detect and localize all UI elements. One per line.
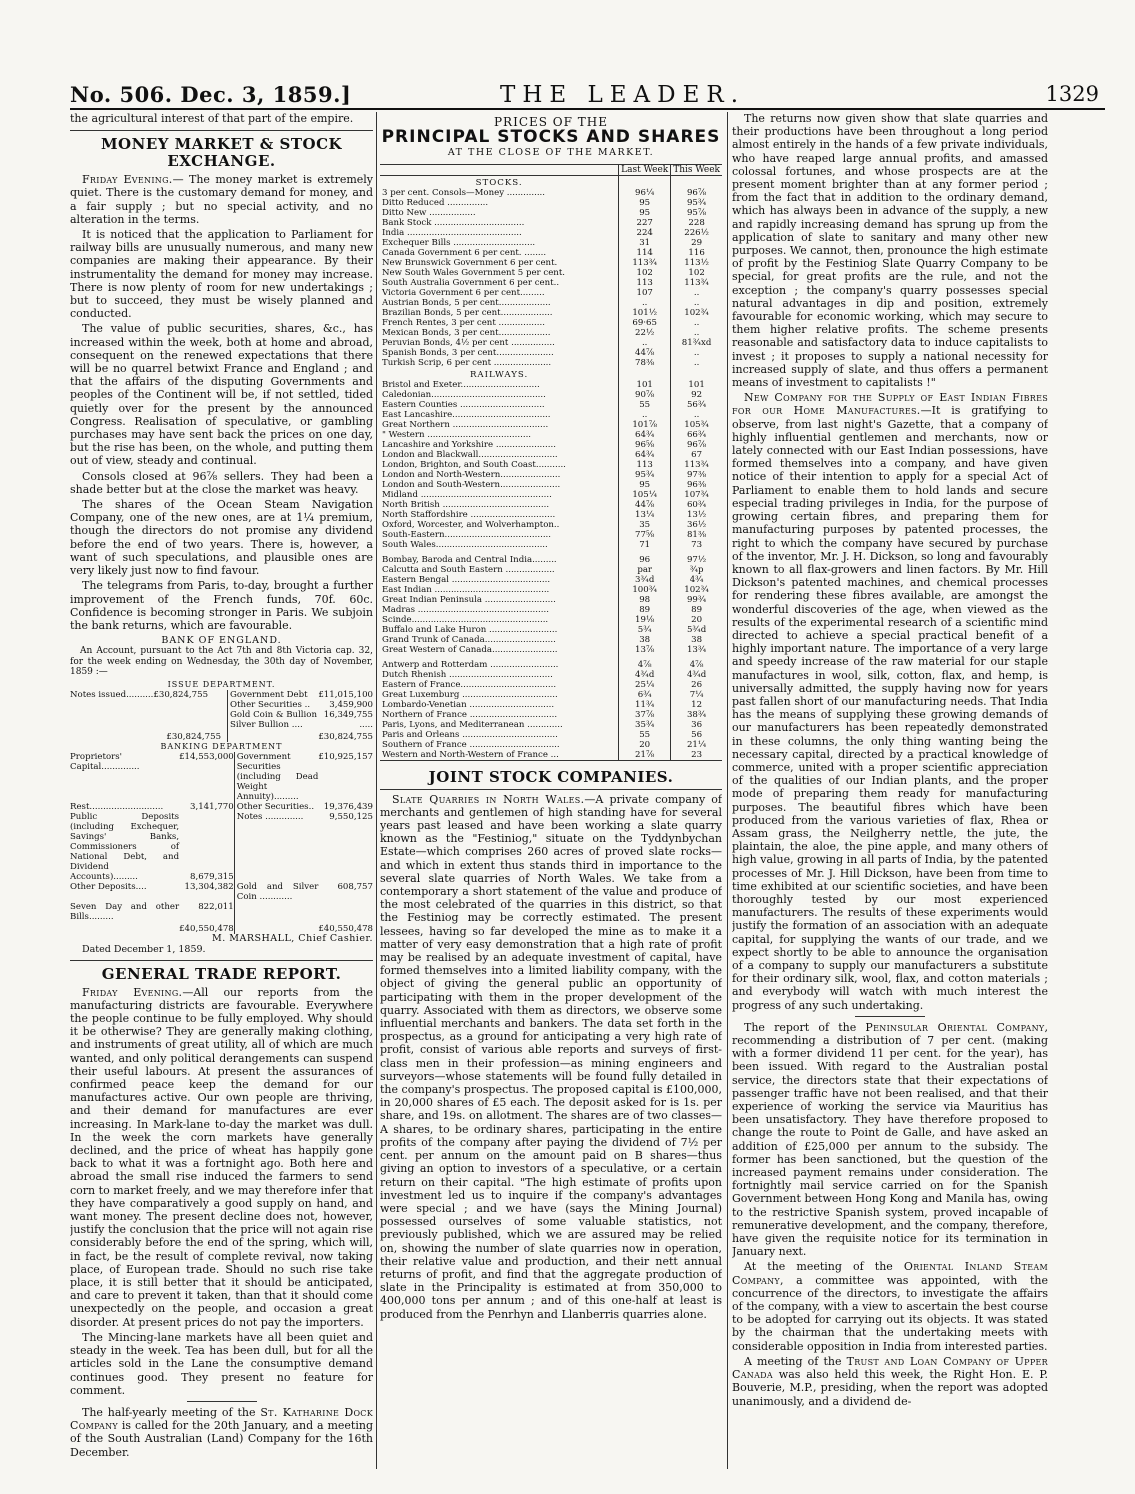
this-week-price: 116 bbox=[671, 248, 722, 258]
stock-name: Brazilian Bonds, 5 per cent................... bbox=[382, 307, 553, 318]
stock-row bbox=[380, 690, 722, 700]
this-week-price: 96⅞ bbox=[671, 440, 722, 450]
stock-name: Exchequer Bills .............................. bbox=[382, 237, 536, 248]
last-week-price: 101 bbox=[619, 380, 671, 390]
stock-row bbox=[380, 645, 722, 655]
stock-row bbox=[380, 410, 722, 420]
stock-name: India .......................................... bbox=[382, 227, 522, 238]
last-week-price: 101½ bbox=[619, 308, 671, 318]
this-week-price: 102¾ bbox=[671, 308, 722, 318]
column-1 bbox=[70, 112, 373, 1494]
this-week-price: 97⅜ bbox=[671, 470, 722, 480]
column-rule bbox=[727, 112, 728, 1469]
stock-name: South Australia Government 6 per cent.. bbox=[382, 277, 560, 288]
banking-total-left: £40,550,478 bbox=[179, 923, 234, 934]
last-week-price: 22½ bbox=[619, 328, 671, 338]
stock-name: Paris, Lyons, and Mediterranean ............. bbox=[382, 719, 563, 730]
last-week-price: 71 bbox=[619, 540, 671, 550]
stock-name: South-Eastern....................................... bbox=[382, 529, 552, 540]
issue-department-title: ISSUE DEPARTMENT. bbox=[167, 679, 276, 689]
this-week-price: 36½ bbox=[671, 520, 722, 530]
this-week-price: 26 bbox=[671, 680, 722, 690]
this-week-price: 95⅞ bbox=[671, 208, 722, 218]
this-week-price: 81¾xd bbox=[671, 338, 722, 348]
this-week-price: .. bbox=[671, 318, 722, 328]
stock-row bbox=[380, 248, 722, 258]
money-paragraph: The shares of the Ocean Steam Navigation Company, one of the new ones, are at 1¼ premium, though the directors do not promise any dividend before the end of two years. There is, however, a want of such speculations, and plausible ones are very likely just now to find favour. bbox=[70, 498, 373, 578]
this-week-price: 113¾ bbox=[671, 278, 722, 288]
last-week-price: 98 bbox=[619, 595, 671, 605]
this-week-price: 5¾d bbox=[671, 625, 722, 635]
stock-row bbox=[380, 540, 722, 550]
money-paragraph: It is noticed that the application to Parliament for railway bills are unusually numerous, and many new companies are making their appearance. By their instrumentality the demand for money may increase. There is now plenty of room for new undertakings ; but to succeed, they must be wisely planned and conducted. bbox=[70, 228, 373, 321]
stock-row bbox=[380, 298, 722, 308]
stock-name: Austrian Bonds, 5 per cent................... bbox=[382, 297, 551, 308]
stock-name: Ditto New ................. bbox=[382, 207, 476, 218]
stock-name: Northern of France ................................ bbox=[382, 709, 558, 720]
stock-row bbox=[380, 470, 722, 480]
stock-row bbox=[380, 278, 722, 288]
joint-stock-heading: JOINT STOCK COMPANIES. bbox=[428, 767, 674, 786]
issue-department-table: Notes issued..........£30,824,755 Government Debt £11,015,100 Other Securities .. 3,459,900 Gold Coin & Bullion 16,349,755 Silver Bullion .... ..... £30,824,755 £30,824,755 bbox=[70, 689, 373, 742]
stock-row bbox=[380, 670, 722, 680]
oriental-inland-paragraph: At the meeting of the Oriental Inland Steam Company, a committee was appointed, with the concurrence of the directors, to investigate the affairs of the company, with a view to ascertain the best course to be adopted for carrying out its objects. It was stated by the chairman that the undertaking meets with considerable opposition in India from interested parties. bbox=[732, 1260, 1048, 1353]
stock-name: Buffalo and Lake Huron ......................... bbox=[382, 624, 558, 635]
stock-row bbox=[380, 430, 722, 440]
stock-row bbox=[380, 348, 722, 358]
stocks-table bbox=[380, 164, 722, 761]
stock-name: Ditto Reduced ............... bbox=[382, 197, 489, 208]
fibres-paragraph: New Company for the Supply of East Indian Fibres for our Home Manufactures.—It is gratifying to observe, from last night's Gazette, that a company of highly influential gentlemen and merchants, now or lately connected with our East Indian possessions, have formed themselves into a company, and have given notice of their intention to apply for a special Act of Parliament to enable them to hold lands and secure especial trading privileges in India, for the purpose of growing certain fibres, and preparing them for manufacturing purposes by patented processes, the right to which the company have secured by purchase of the inventor, Mr. J. H. Dickson, so long and favourably known to all flax-growers and linen factors. By Mr. Hill Dickson's patented machines, and chemical processes for rendering these fibres available, are amongst the wonderful discoveries of the age, when viewed as the results of the experimental research of a scientific mind directed to achieve a special practical benefit of a highly important nature. The importance of a very large and speedy increase of the raw material for our staple manufactures in wool, silk, cotton, flax, and hemp, is universally admitted, the supply having now for years past fallen short of our manufacturing needs. That India has the means of supplying these growing demands of our manufacturers has been repeatedly demonstrated in these columns, the only thing wanting being the necessary capital, directed by a practical knowledge of commerce, united with a proper scientific appreciation of the qualities of our Indian plants, and the proper mode of preparing them ready for manufacturing purposes. The beautiful fibres which have been produced from the various varieties of flax, Rhea or Assam grass, the Neilgherry nettle, the jute, the plaintain, the aloe, the pine apple, and many others of high value, growing in all parts of India, by the patented processes of Mr. J. Hill Dickson, have been from time to time exhibited at our scientific societies, and have been thoroughly tested by our most experienced manufacturers. The results of these experiments would justify the formation of an association with an adequate capital, for supplying the wants of our trade, and we expect shortly to be able to announce the organisation of a company to supply our manufacturers a substitute for their ordinary silk, wool, flax, and cotton materials ; and everybody will watch with much interest the progress of any such undertaking. bbox=[732, 391, 1048, 1012]
stock-name: London, Brighton, and South Coast........... bbox=[382, 459, 566, 470]
last-week-price: 95¾ bbox=[619, 470, 671, 480]
stock-row bbox=[380, 308, 722, 318]
last-week-price: 25¼ bbox=[619, 680, 671, 690]
this-week-price: ¾p bbox=[671, 565, 722, 575]
issue-total-left: £30,824,755 bbox=[166, 731, 222, 742]
column-3 bbox=[732, 112, 1048, 1494]
masthead-rule bbox=[70, 108, 1105, 110]
last-week-price: 21⅞ bbox=[619, 750, 671, 761]
notes-issued: Notes issued..........£30,824,755 bbox=[70, 689, 209, 700]
last-week-price: .. bbox=[619, 410, 671, 420]
issue-date-text: Dec. 3, 1859.] bbox=[180, 82, 352, 107]
this-week-price: 4⅞ bbox=[671, 660, 722, 670]
this-week-price: 113½ bbox=[671, 258, 722, 268]
last-week-price: 105¼ bbox=[619, 490, 671, 500]
stock-name: Lombardo-Venetian ............................... bbox=[382, 699, 555, 710]
this-week-price: .. bbox=[671, 348, 722, 358]
stock-name: Great Luxemburg ................................... bbox=[382, 689, 558, 700]
this-week-price: 73 bbox=[671, 540, 722, 550]
bank-title: BANK OF ENGLAND. bbox=[161, 635, 282, 647]
this-week-price: 95¾ bbox=[671, 198, 722, 208]
last-week-price: 64¾ bbox=[619, 450, 671, 460]
paragraph-lead: Friday Evening. bbox=[82, 985, 183, 999]
stock-name: Paris and Orleans ................................... bbox=[382, 729, 558, 740]
this-week-price: 228 bbox=[671, 218, 722, 228]
this-week-price: 97½ bbox=[671, 555, 722, 565]
stock-row bbox=[380, 218, 722, 228]
peninsular-paragraph: The report of the Peninsular Oriental Company, recommending a distribution of 7 per cent. (making with a former dividend 11 per cent. for the year), has been issued. With regard to the Australian postal service, the directors state that their expectations of passenger traffic have not been realised, and that their experience of working the service via Mauritius has been unsatisfactory. They have therefore proposed to change the route to Point de Galle, and have asked an addition of £25,000 per annum to the subsidy. The former has been sanctioned, but the question of the increased payment remains under consideration. The fortnightly mail service carried on for the Spanish Government between Hong Kong and Manila has, owing to the restrictive Spanish system, proved incapable of remunerative development, and the company, therefore, have given the requisite notice for its termination in January next. bbox=[732, 1020, 1048, 1259]
issue-date bbox=[70, 82, 351, 107]
section-rule bbox=[187, 1401, 257, 1402]
stock-row bbox=[380, 400, 722, 410]
stock-name: Antwerp and Rotterdam ......................... bbox=[382, 659, 559, 670]
issue-total-right: £30,824,755 bbox=[318, 731, 373, 742]
last-week-price: 19⅛ bbox=[619, 615, 671, 625]
this-week-price: 92 bbox=[671, 390, 722, 400]
stock-row bbox=[380, 615, 722, 625]
last-week-price: 55 bbox=[619, 400, 671, 410]
stocks-section-row bbox=[380, 175, 722, 188]
last-week-price: 35 bbox=[619, 520, 671, 530]
page-number: 1329 bbox=[1045, 82, 1099, 106]
this-week-price: 56 bbox=[671, 730, 722, 740]
this-week-price: .. bbox=[671, 298, 722, 308]
this-week-price: 81⅜ bbox=[671, 530, 722, 540]
heading-rule bbox=[380, 789, 722, 790]
stock-name: Lancashire and Yorkshire ...................... bbox=[382, 439, 556, 450]
last-week-price: 100¾ bbox=[619, 585, 671, 595]
last-week-price: 113¾ bbox=[619, 258, 671, 268]
last-week-price: 96⅝ bbox=[619, 440, 671, 450]
stock-name: Great Indian Peninsula .......................... bbox=[382, 594, 556, 605]
joint-stock-paragraph: Slate Quarries in North Wales.—A private company of merchants and gentlemen of high standing have for several years past leased and have been working a slate quarry known as the "Festiniog," situate on the Tyddynbychan Estate—which comprises 260 acres of proved slate rocks—and which in extent thus stands third in importance to the several slate quarries of North Wales. We take from a contemporary a short statement of the value and produce of the most celebrated of the quarries in this district, so that the Festiniog may be correctly estimated. The present lessees, having so far developed the mine as to make it a matter of very easy demonstration that a high rate of profit may be realised by an adequate investment of capital, have formed themselves into a limited liability company, with the object of giving the general public an opportunity of participating with them in the proper development of the quarry. Associated with them as directors, we observe some influential merchants and bankers. The data set forth in the prospectus, as a ground for anticipating a very high rate of profit, consist of various able reports and surveys of first-class men in their profession—as mining engineers and surveyors—whose statements will be found fully detailed in the company's prospectus. The proposed capital is £100,000, in 20,000 shares of £5 each. The deposit asked for is 1s. per share, and 19s. on allotment. The shares are of two classes—A shares, to be ordinary shares, participating in the entire profits of the company after paying the dividend of 7½ per cent. per annum on the amount paid on B shares—thus giving an option to investors of a speculative, or a certain return on their capital. "The high estimate of profits upon investment led us to inquire if the company's advantages were special ; and we have (says the Mining Journal) possessed ourselves of some valuable statistics, not previously published, which we are assured may be relied on, showing the number of slate quarries now in operation, their relative value and production, and their nett annual returns of profit, and find that the aggregate production of slate in the Principality is estimated at from 350,000 to 400,000 tons per annum ; and of this one-half at least is produced from the Penrhyn and Llanberris quarries alone. bbox=[380, 792, 722, 1321]
last-week-price: 6¾ bbox=[619, 690, 671, 700]
this-week-price: 66¾ bbox=[671, 430, 722, 440]
stock-row bbox=[380, 188, 722, 198]
last-week-price: 37⅞ bbox=[619, 710, 671, 720]
stock-row bbox=[380, 660, 722, 670]
stock-row bbox=[380, 338, 722, 348]
stock-row bbox=[380, 750, 722, 761]
stock-row bbox=[380, 530, 722, 540]
column-rule bbox=[376, 112, 377, 1469]
last-week-price: 13⅞ bbox=[619, 645, 671, 655]
stock-name: Calcutta and South Eastern .................. bbox=[382, 564, 555, 575]
stock-row bbox=[380, 720, 722, 730]
stock-name: East Indian .......................................... bbox=[382, 584, 550, 595]
last-week-price: 95 bbox=[619, 198, 671, 208]
stock-row bbox=[380, 625, 722, 635]
stocks-header-row bbox=[380, 164, 722, 175]
banking-department-title: BANKING DEPARTMENT bbox=[160, 741, 283, 751]
stock-row bbox=[380, 390, 722, 400]
stock-name: 3 per cent. Consols—Money .............. bbox=[382, 187, 546, 198]
stock-row bbox=[380, 450, 722, 460]
last-week-price: 4¾d bbox=[619, 670, 671, 680]
this-week-price: 102¾ bbox=[671, 585, 722, 595]
this-week-price: 12 bbox=[671, 700, 722, 710]
stock-row bbox=[380, 575, 722, 585]
last-week-price: 101⅞ bbox=[619, 420, 671, 430]
this-week-price: 4¾d bbox=[671, 670, 722, 680]
stocks-section-row bbox=[380, 368, 722, 380]
stock-name: Mexican Bonds, 3 per cent................... bbox=[382, 327, 551, 338]
last-week-price: 3¾d bbox=[619, 575, 671, 585]
trade-paragraph: The half-yearly meeting of the St. Katharine Dock Company is called for the 20th January, and a meeting of the South Australian (Land) Company for the 16th December. bbox=[70, 1405, 373, 1459]
last-week-price: 44⅞ bbox=[619, 500, 671, 510]
last-week-price: 102 bbox=[619, 268, 671, 278]
last-week-price: 78⅜ bbox=[619, 358, 671, 368]
this-week-price: 21¼ bbox=[671, 740, 722, 750]
last-week-price: 35¾ bbox=[619, 720, 671, 730]
prices-heading bbox=[380, 116, 722, 160]
stock-row bbox=[380, 460, 722, 470]
last-week-price: 90⅞ bbox=[619, 390, 671, 400]
stock-name: Spanish Bonds, 3 per cent..................... bbox=[382, 347, 554, 358]
stock-name: London and South-Western...................... bbox=[382, 479, 561, 490]
trade-paragraph: Friday Evening.—All our reports from the manufacturing districts are favourable. Everywhere the people continue to be fully employed. Why should it be otherwise? They are generally making clothing, and instruments of great utility, all of which are much wanted, and only political derangements can suspend their useful labours. At present the assurances of confirmed peace keep the demand for our manufactures active. Our own people are thriving, and their demand for manufactures are ever increasing. In Mark-lane to-day the market was dull. In the week the corn markets have generally declined, and the price of wheat has happily gone back to what it was a fortnight ago. Both here and abroad the small rise induced the farmers to send corn to market freely, and we may therefore infer that they have comparatively a good supply on hand, and want money. The present decline does not, however, justify the conclusion that the price will not again rise considerably before the end of the spring, which will, in fact, be the result of complete revival, now taking place, of European trade. Should no such rise take place, it is still better that it should be anticipated, and care to prevent it taken, than that it should come unexpectedly on the people, and occasion a great disorder. At present prices do not pay the importers. bbox=[70, 985, 373, 1329]
this-week-price: 96⅜ bbox=[671, 480, 722, 490]
stock-name: Turkish Scrip, 6 per cent ..................... bbox=[382, 357, 552, 368]
stock-row bbox=[380, 380, 722, 390]
this-week-price: 89 bbox=[671, 605, 722, 615]
prices-heading-line1: PRICES OF THE bbox=[493, 115, 609, 129]
this-week-price: 96⅞ bbox=[671, 188, 722, 198]
cashier-signature: M. MARSHALL, Chief Cashier. bbox=[211, 932, 373, 944]
paragraph-lead: New Company for the Supply of East Indian Fibres for our Home Manufactures. bbox=[732, 391, 1048, 418]
last-week-price: 96 bbox=[619, 555, 671, 565]
trade-paragraph: The Mincing-lane markets have all been quiet and steady in the week. Tea has been dull, but for all the articles sold in the Lane the consumptive demand continues good. They present no feature for comment. bbox=[70, 1330, 373, 1397]
stock-name: Eastern Counties ............................... bbox=[382, 399, 545, 410]
stock-name: Bank Stock ................................. bbox=[382, 217, 525, 228]
stock-name: Bristol and Exeter............................. bbox=[382, 379, 540, 390]
last-week-price: 224 bbox=[619, 228, 671, 238]
last-week-price: 114 bbox=[619, 248, 671, 258]
this-week-price: 36 bbox=[671, 720, 722, 730]
stock-name: North British ....................................... bbox=[382, 499, 550, 510]
last-week-price: 38 bbox=[619, 635, 671, 645]
this-week-price: 13¾ bbox=[671, 645, 722, 655]
slate-paragraph: The returns now given show that slate quarries and their productions have been throughout a long period almost entirely in the hands of a few private individuals, who have reaped large annual profits, and amassed colossal fortunes, and whose prospects are at the present moment brighter than at any former period ; from the fact that in addition to the ordinary demand, which has always been in advance of the supply, a new and rapidly increasing demand has sprung up from the application of slate to sanitary and many other new purposes. We cannot, then, pronounce the high estimate of profit by the Festiniog Slate Quarry Company to be special, for great profits are the rule, and not the exception ; the company's quarry possesses special natural advantages in dip and position, extremely favourable for economic working, which may secure to them higher relative profits. The scheme presents reasonable and satisfactory data to induce capitalists to invest ; it proposes to supply a national necessity for increased supply of slate, and thus offers a permanent means of investment to capitalists !" bbox=[732, 112, 1048, 390]
banking-department-table: Proprietors' Capital.............. £14,553,000 Government Securities (including Dead Weight Annuity)......... £10,925,157 Rest........................... 3,141,770 Other Securities.. 19,376,439 Public Deposits (including Exchequer, Savings' Banks, Commissioners of National Debt, and Dividend Accounts)......... 8,679,315 Notes .............. 9,550,125 Other Deposits.... 13,304,382 Gold and Silver Coin ............ 608,757 Seven Day and other Bills......... 822,011 £40,550,478 £40,550,478 bbox=[70, 751, 373, 934]
stock-row bbox=[380, 198, 722, 208]
stock-row bbox=[380, 500, 722, 510]
section-title: RAILWAYS. bbox=[469, 369, 529, 380]
this-week-price: 60¾ bbox=[671, 500, 722, 510]
last-week-price: 55 bbox=[619, 730, 671, 740]
stock-name: Caledonian.......................................... bbox=[382, 389, 546, 400]
this-week-header: This Week bbox=[671, 164, 722, 175]
last-week-price: 31 bbox=[619, 238, 671, 248]
stock-name: Southern of France ................................. bbox=[382, 739, 560, 750]
this-week-price: .. bbox=[671, 288, 722, 298]
stock-name: Dutch Rhenish ...................................... bbox=[382, 669, 553, 680]
stock-name: Oxford, Worcester, and Wolverhampton.. bbox=[382, 519, 560, 530]
this-week-price: 101 bbox=[671, 380, 722, 390]
this-week-price: 107¾ bbox=[671, 490, 722, 500]
last-week-price: 64¾ bbox=[619, 430, 671, 440]
stock-name: Western and North-Western of France ... bbox=[382, 749, 559, 760]
stock-row bbox=[380, 710, 722, 720]
stock-row bbox=[380, 480, 722, 490]
paragraph-lead: Friday Evening. bbox=[82, 173, 173, 187]
stock-name: New South Wales Government 5 per cent. bbox=[382, 267, 566, 278]
stock-name: French Rentes, 3 per cent ................. bbox=[382, 317, 545, 328]
this-week-price: 56¾ bbox=[671, 400, 722, 410]
stock-row bbox=[380, 595, 722, 605]
last-week-price: 113 bbox=[619, 278, 671, 288]
stock-name: Great Western of Canada........................ bbox=[382, 644, 558, 655]
bank-note: An Account, pursuant to the Act 7th and 8th Victoria cap. 32, for the week ending on Wednesday, the 30th day of November, 1859 :— bbox=[70, 646, 373, 678]
stock-row bbox=[380, 268, 722, 278]
last-week-price: par bbox=[619, 565, 671, 575]
last-week-price: 5¾ bbox=[619, 625, 671, 635]
stock-row bbox=[380, 510, 722, 520]
last-week-price: .. bbox=[619, 298, 671, 308]
stock-name: Victoria Government 6 per cent......... bbox=[382, 287, 545, 298]
this-week-price: 105¾ bbox=[671, 420, 722, 430]
stock-name: Bombay, Baroda and Central India......... bbox=[382, 554, 557, 565]
last-week-price: 227 bbox=[619, 218, 671, 228]
money-paragraph: Friday Evening.— The money market is extremely quiet. There is the customary demand for money, and a fair supply ; but no special activity, and no alteration in the terms. bbox=[70, 173, 373, 226]
stock-name: South Wales......................................... bbox=[382, 539, 548, 550]
last-week-price: 11¾ bbox=[619, 700, 671, 710]
last-week-price: 77⅝ bbox=[619, 530, 671, 540]
stock-row bbox=[380, 288, 722, 298]
stock-row bbox=[380, 740, 722, 750]
last-week-price: 107 bbox=[619, 288, 671, 298]
stock-name: London and Blackwall............................. bbox=[382, 449, 558, 460]
this-week-price: 67 bbox=[671, 450, 722, 460]
this-week-price: .. bbox=[671, 328, 722, 338]
this-week-price: 20 bbox=[671, 615, 722, 625]
stock-name: Eastern Bengal .................................... bbox=[382, 574, 551, 585]
stock-name: Canada Government 6 per cent. ........ bbox=[382, 247, 547, 258]
last-week-price: 95 bbox=[619, 480, 671, 490]
stock-row bbox=[380, 420, 722, 430]
bank-return bbox=[70, 636, 373, 955]
last-week-price: 95 bbox=[619, 208, 671, 218]
stock-row bbox=[380, 490, 722, 500]
this-week-price: 99¾ bbox=[671, 595, 722, 605]
this-week-price: .. bbox=[671, 358, 722, 368]
last-week-price: .. bbox=[619, 338, 671, 348]
last-week-price: 44⅞ bbox=[619, 348, 671, 358]
stock-row bbox=[380, 208, 722, 218]
stock-name: " Western ...................................... bbox=[382, 429, 532, 440]
section-title: STOCKS. bbox=[475, 177, 523, 188]
stock-row bbox=[380, 680, 722, 690]
stock-name: Great Northern ................................... bbox=[382, 419, 549, 430]
last-week-price: 20 bbox=[619, 740, 671, 750]
prices-heading-line2: PRINCIPAL STOCKS AND SHARES bbox=[381, 127, 721, 148]
this-week-price: .. bbox=[671, 410, 722, 420]
newspaper-title: THE LEADER. bbox=[500, 82, 746, 108]
this-week-price: 226½ bbox=[671, 228, 722, 238]
issue-number: No. 506. bbox=[70, 82, 173, 107]
stock-row bbox=[380, 605, 722, 615]
stock-row bbox=[380, 258, 722, 268]
stock-row bbox=[380, 520, 722, 530]
banking-total-right: £40,550,478 bbox=[318, 923, 373, 934]
stock-row bbox=[380, 730, 722, 740]
stock-row bbox=[380, 555, 722, 565]
intro-text: the agricultural interest of that part of the empire. bbox=[70, 112, 354, 125]
stock-name: New Brunswick Government 6 per cent. bbox=[382, 257, 558, 268]
stock-row bbox=[380, 440, 722, 450]
money-paragraph: Consols closed at 96⅞ sellers. They had been a shade better but at the close the market was heavy. bbox=[70, 469, 373, 496]
stock-name: Peruvian Bonds, 4½ per cent ................ bbox=[382, 337, 555, 348]
last-week-price: 13¼ bbox=[619, 510, 671, 520]
this-week-price: 102 bbox=[671, 268, 722, 278]
trust-loan-paragraph: A meeting of the Trust and Loan Company of Upper Canada was also held this week, the Right Hon. E. P. Bouverie, M.P., presiding, when the report was adopted unanimously, and a dividend de- bbox=[732, 1354, 1048, 1408]
stock-name: Grand Trunk of Canada.......................... bbox=[382, 634, 556, 645]
this-week-price: 13½ bbox=[671, 510, 722, 520]
paragraph-lead: Slate Quarries in North Wales. bbox=[392, 792, 585, 806]
last-week-price: 69·65 bbox=[619, 318, 671, 328]
stock-name: Madras ................................................ bbox=[382, 604, 549, 615]
last-week-price: 89 bbox=[619, 605, 671, 615]
stock-row bbox=[380, 635, 722, 645]
last-week-price: 4⅞ bbox=[619, 660, 671, 670]
stock-name: North Staffordshire ............................... bbox=[382, 509, 556, 520]
dated-line: Dated December 1, 1859. bbox=[82, 943, 206, 955]
stock-row bbox=[380, 700, 722, 710]
stock-row bbox=[380, 585, 722, 595]
trade-report-heading: GENERAL TRADE REPORT. bbox=[70, 960, 373, 983]
last-week-header: Last Week bbox=[619, 164, 671, 175]
stock-row bbox=[380, 328, 722, 338]
money-paragraph: The value of public securities, shares, &c., has increased within the week, both at home and abroad, consequent on the renewed expectations that there will be no quarrel betwixt France and England ; and that the affairs of the disputing Governments and peoples of the Continent will be, if not settled, tided quietly over for the present by the announced Congress. Realisation of speculative, or gambling purchases may have sent back the prices on one day, but the rise has been, on the whole, and putting them out of view, steady and continual. bbox=[70, 322, 373, 468]
this-week-price: 4¾ bbox=[671, 575, 722, 585]
this-week-price: 113¾ bbox=[671, 460, 722, 470]
stock-name: Eastern of France................................... bbox=[382, 679, 557, 690]
stock-name: Midland ................................................ bbox=[382, 489, 552, 500]
this-week-price: 23 bbox=[671, 750, 722, 761]
stock-row bbox=[380, 228, 722, 238]
stock-row bbox=[380, 565, 722, 575]
last-week-price: 113 bbox=[619, 460, 671, 470]
this-week-price: 38¾ bbox=[671, 710, 722, 720]
stock-row bbox=[380, 318, 722, 328]
money-market-heading: MONEY MARKET & STOCK EXCHANGE. bbox=[70, 130, 373, 170]
last-week-price: 96¼ bbox=[619, 188, 671, 198]
stock-name: London and North-Western...................... bbox=[382, 469, 561, 480]
this-week-price: 38 bbox=[671, 635, 722, 645]
money-paragraph: The telegrams from Paris, to-day, brought a further improvement of the French funds, 70f. 60c. Confidence is becoming stronger in Paris. We subjoin the bank returns, which are favourable. bbox=[70, 579, 373, 632]
stock-name: Scinde.................................................. bbox=[382, 614, 549, 625]
this-week-price: 7¼ bbox=[671, 690, 722, 700]
section-rule bbox=[855, 1016, 925, 1017]
this-week-price: 29 bbox=[671, 238, 722, 248]
stock-row bbox=[380, 238, 722, 248]
column-2 bbox=[380, 112, 722, 1494]
stock-name: East Lancashire.................................... bbox=[382, 409, 551, 420]
prices-heading-line3: AT THE CLOSE OF THE MARKET. bbox=[447, 147, 655, 159]
stock-row bbox=[380, 358, 722, 368]
